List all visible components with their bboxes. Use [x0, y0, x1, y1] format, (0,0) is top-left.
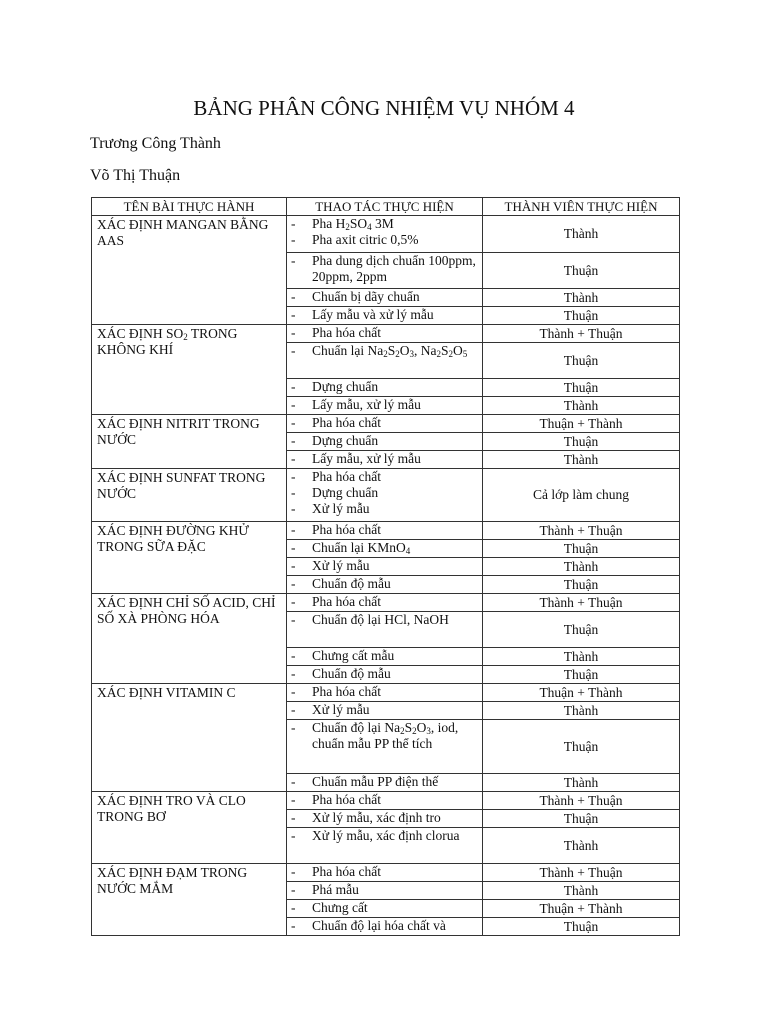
- member-cell: Thành: [483, 216, 680, 253]
- task-cell: [287, 469, 483, 522]
- member-cell: Thành: [483, 451, 680, 469]
- task-cell: [287, 684, 483, 702]
- task-item: - Chuẩn lại KMnO$_4$: [312, 540, 480, 556]
- table-row: [92, 216, 680, 253]
- member-cell: Thuận + Thành: [483, 684, 680, 702]
- task-cell: [287, 379, 483, 397]
- lab-name-cell: XÁC ĐỊNH SUNFAT TRONG NƯỚC: [92, 469, 287, 522]
- table-row: [92, 415, 680, 433]
- task-item: - Xử lý mẫu, xác định tro: [312, 810, 480, 826]
- task-cell: [287, 792, 483, 810]
- task-cell: [287, 415, 483, 433]
- task-cell: [287, 900, 483, 918]
- lab-name-cell: XÁC ĐỊNH TRO VÀ CLO TRONG BƠ: [92, 792, 287, 864]
- member-cell: Thành + Thuận: [483, 792, 680, 810]
- task-item: - Xử lý mẫu: [312, 702, 480, 718]
- member-cell: Thành: [483, 397, 680, 415]
- lab-name-cell: XÁC ĐỊNH VITAMIN C: [92, 684, 287, 792]
- task-item: - Pha hóa chất: [312, 594, 480, 610]
- task-item: - Chuẩn bị dãy chuẩn: [312, 289, 480, 305]
- document-title: BẢNG PHÂN CÔNG NHIỆM VỤ NHÓM 4: [193, 96, 575, 120]
- task-item: - Dựng chuẩn: [312, 433, 480, 449]
- lab-name-cell: XÁC ĐỊNH CHỈ SỐ ACID, CHỈ SỐ XÀ PHÒNG HÓA: [92, 594, 287, 684]
- task-item: - Lấy mẫu và xử lý mẫu: [312, 307, 480, 323]
- task-cell: [287, 289, 483, 307]
- task-item: - Chuẩn độ lại hóa chất và: [312, 918, 480, 934]
- task-cell: [287, 451, 483, 469]
- task-item: - Pha axit citric 0,5%: [312, 232, 480, 248]
- task-item: - Phá mẫu: [312, 882, 480, 898]
- member-cell: Thuận: [483, 666, 680, 684]
- member-cell: Thành: [483, 828, 680, 864]
- task-item: - Chuẩn độ mẫu: [312, 576, 480, 592]
- task-item: - Pha hóa chất: [312, 522, 480, 538]
- lab-name-cell: XÁC ĐỊNH $SO_2$ TRONG KHÔNG KHÍ: [92, 325, 287, 415]
- task-cell: [287, 325, 483, 343]
- member-cell: Thành: [483, 774, 680, 792]
- task-cell: [287, 720, 483, 774]
- task-cell: [287, 397, 483, 415]
- task-cell: [287, 828, 483, 864]
- member-cell: Thành: [483, 648, 680, 666]
- lab-name-cell: XÁC ĐỊNH MANGAN BẰNG AAS: [92, 216, 287, 325]
- table-row: [92, 792, 680, 810]
- task-cell: [287, 253, 483, 289]
- member-cell: Thành: [483, 882, 680, 900]
- member-name-2: Võ Thị Thuận: [90, 167, 181, 184]
- task-cell: [287, 540, 483, 558]
- task-cell: [287, 702, 483, 720]
- task-item: - Lấy mẫu, xử lý mẫu: [312, 451, 480, 467]
- member-cell: Thuận: [483, 253, 680, 289]
- member-cell: Thành + Thuận: [483, 594, 680, 612]
- table-row: [92, 684, 680, 702]
- member-cell: Thành + Thuận: [483, 325, 680, 343]
- task-cell: [287, 774, 483, 792]
- task-item: - Pha dung dịch chuẩn 100ppm, 20ppm, 2ppm: [312, 253, 480, 285]
- task-cell: [287, 648, 483, 666]
- header-tasks: THAO TÁC THỰC HIỆN: [287, 198, 483, 216]
- task-cell: [287, 612, 483, 648]
- table-row: [92, 594, 680, 612]
- task-cell: [287, 882, 483, 900]
- task-item: - Pha hóa chất: [312, 792, 480, 808]
- member-cell: Thuận: [483, 918, 680, 936]
- header-members: THÀNH VIÊN THỰC HIỆN: [483, 198, 680, 216]
- member-cell: Thành: [483, 702, 680, 720]
- task-item: - Xử lý mẫu: [312, 558, 480, 574]
- task-cell: [287, 594, 483, 612]
- task-item: - Chuẩn độ lại $Na_2S_2O_3$, iod, chuẩn mẫu PP thể tích: [312, 720, 480, 752]
- member-cell: Thuận: [483, 343, 680, 379]
- task-item: - Pha hóa chất: [312, 864, 480, 880]
- table-row: [92, 469, 680, 522]
- member-cell: Thuận: [483, 307, 680, 325]
- member-cell: Thành: [483, 558, 680, 576]
- member-cell: Thuận: [483, 540, 680, 558]
- task-item: - Xử lý mẫu, xác định clorua: [312, 828, 480, 844]
- task-item: - Dựng chuẩn: [312, 485, 480, 501]
- task-item: - Dựng chuẩn: [312, 379, 480, 395]
- task-item: - Chuẩn độ lại HCl, NaOH: [312, 612, 480, 628]
- member-name-1: Trương Công Thành: [90, 135, 221, 152]
- task-item: - Chuẩn lại $Na_2S_2O_3$, $Na_2S_2O_5$: [312, 343, 480, 359]
- task-item: - Chuẩn mẫu PP điện thế: [312, 774, 480, 790]
- member-cell: Thuận: [483, 576, 680, 594]
- task-cell: [287, 666, 483, 684]
- task-cell: [287, 216, 483, 253]
- task-item: - Pha hóa chất: [312, 415, 480, 431]
- task-cell: [287, 576, 483, 594]
- member-cell: Thuận: [483, 433, 680, 451]
- task-cell: [287, 343, 483, 379]
- task-item: - Xử lý mẫu: [312, 501, 480, 517]
- lab-name-cell: XÁC ĐỊNH ĐƯỜNG KHỬ TRONG SỮA ĐẶC: [92, 522, 287, 594]
- task-cell: [287, 918, 483, 936]
- assignment-table: [91, 197, 680, 936]
- task-cell: [287, 558, 483, 576]
- lab-name-cell: XÁC ĐỊNH ĐẠM TRONG NƯỚC MẮM: [92, 864, 287, 936]
- member-cell: Thuận: [483, 379, 680, 397]
- task-item: - Pha hóa chất: [312, 684, 480, 700]
- task-item: - Pha hóa chất: [312, 325, 480, 341]
- member-cell: Thành: [483, 289, 680, 307]
- task-cell: [287, 433, 483, 451]
- member-cell: Thuận: [483, 612, 680, 648]
- table-header-row: [92, 198, 680, 216]
- member-cell: Thuận: [483, 720, 680, 774]
- task-cell: [287, 522, 483, 540]
- task-item: - Pha $H_2SO_4$ 3M: [312, 216, 480, 232]
- member-cell: Thành + Thuận: [483, 522, 680, 540]
- member-cell: Thành + Thuận: [483, 864, 680, 882]
- member-cell: Cả lớp làm chung: [483, 469, 680, 522]
- task-item: - Chưng cất: [312, 900, 480, 916]
- member-cell: Thuận: [483, 810, 680, 828]
- table-row: [92, 522, 680, 540]
- task-cell: [287, 307, 483, 325]
- task-item: - Chuẩn độ mẫu: [312, 666, 480, 682]
- task-cell: [287, 864, 483, 882]
- lab-name-cell: XÁC ĐỊNH NITRIT TRONG NƯỚC: [92, 415, 287, 469]
- task-item: - Lấy mẫu, xử lý mẫu: [312, 397, 480, 413]
- table-row: [92, 325, 680, 343]
- task-item: - Pha hóa chất: [312, 469, 480, 485]
- table-body: [92, 216, 680, 936]
- task-item: - Chưng cất mẫu: [312, 648, 480, 664]
- member-cell: Thuận + Thành: [483, 415, 680, 433]
- task-cell: [287, 810, 483, 828]
- header-lab-name: TÊN BÀI THỰC HÀNH: [92, 198, 287, 216]
- member-cell: Thuận + Thành: [483, 900, 680, 918]
- table-row: [92, 864, 680, 882]
